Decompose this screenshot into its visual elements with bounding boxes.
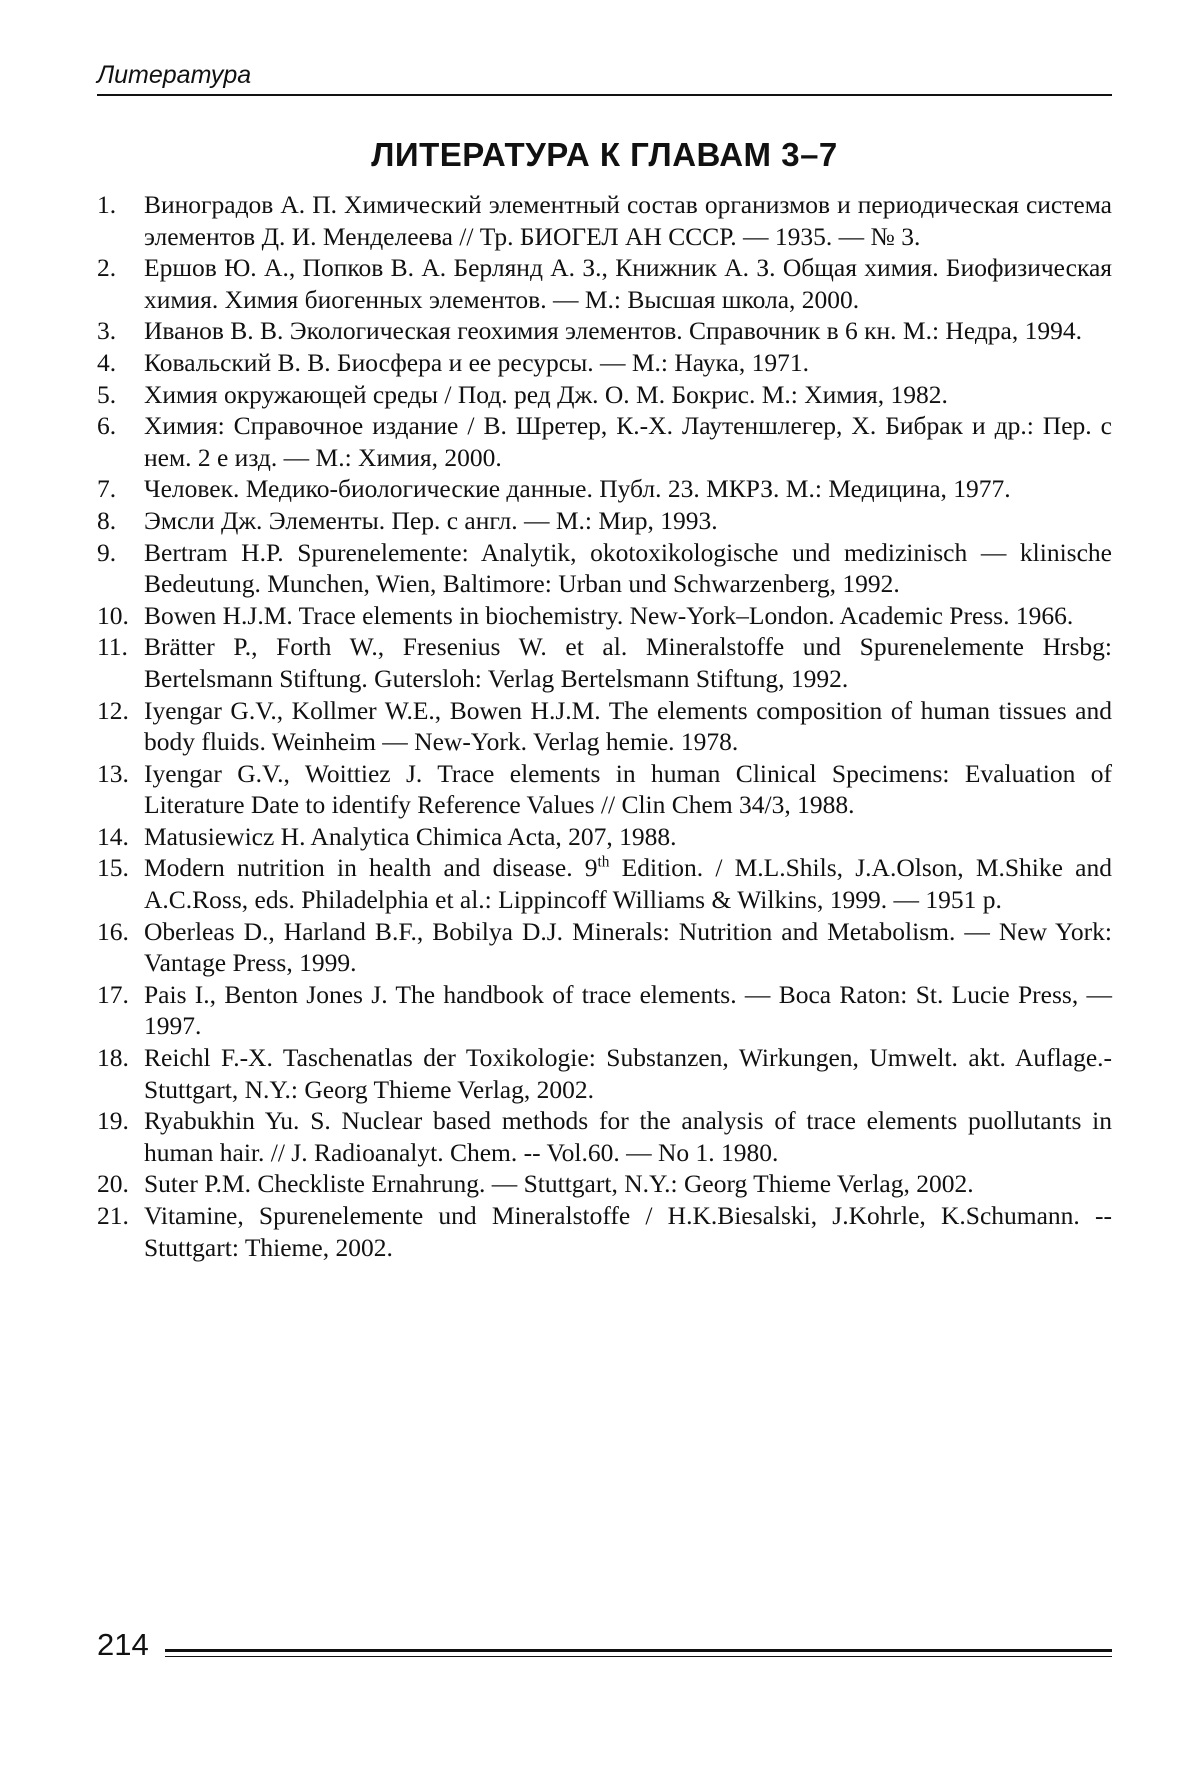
reference-item [97,189,1112,252]
reference-text: Человек. Медико-биологические данные. Публ. 23. МКРЗ. М.: Медицина, 1977. [144,474,1011,504]
reference-text: Химия: Справочное издание / В. Шретер, К.-Х. Лаутеншлегер, Х. Бибрак и др.: Пер. с нем. 2 е изд. — М.: Химия, 2000. [144,411,1112,472]
reference-item [97,1200,1112,1263]
reference-text: Виноградов А. П. Химический элементный состав организмов и периодическая система элементов Д. И. Менделеева // Тр. БИОГЕЛ АН СССР. — 1935. — № 3. [144,190,1112,251]
reference-number: 18. [97,1043,129,1073]
reference-text: Reichl F.-X. Taschenatlas der Toxikologie: Substanzen, Wirkungen, Umwelt. akt. Auflage.-Stuttgart, N.Y.: Georg Thieme Verlag, 2002. [144,1043,1112,1104]
reference-text-part: Edition. / M.L.Shils, J.A.Olson, M.Shike and A.C.Ross, eds. Philadelphia et al.: Lippincoff Williams & Wilkins, 1999. — 1951 p. [144,853,1112,915]
reference-number: 11. [97,632,128,662]
reference-text: Vitamine, Spurenelemente und Mineralstoffe / H.K.Biesalski, J.Kohrle, K.Schumann. -- Stuttgart: Thieme, 2002. [144,1201,1112,1262]
reference-item [97,410,1112,473]
reference-number: 16. [97,916,129,946]
reference-item [97,379,1112,411]
reference-text: Brätter P., Forth W., Fresenius W. et al. Mineralstoffe und Spurenelemente Hrsbg: Bertelsmann Stiftung. Gutersloh: Verlag Bertelsmann Stiftung, 1992. [144,632,1112,693]
reference-item [97,505,1112,537]
reference-text: Suter P.M. Checkliste Ernahrung. — Stuttgart, N.Y.: Georg Thieme Verlag, 2002. [144,1169,974,1199]
reference-item [97,537,1112,600]
footer-rule-thick [165,1649,1112,1652]
footer-rule-thin [165,1656,1112,1657]
reference-item [97,347,1112,379]
reference-text: Ковальский В. В. Биосфера и ее ресурсы. — М.: Наука, 1971. [144,347,810,377]
reference-text: Pais I., Benton Jones J. The handbook of trace elements. — Boca Raton: St. Lucie Press, — 1997. [144,979,1112,1041]
reference-number: 17. [97,979,129,1009]
reference-item [97,852,1112,915]
reference-item [97,631,1112,694]
reference-item [97,473,1112,505]
reference-number: 1. [97,190,117,219]
reference-item [97,315,1112,347]
reference-item [97,1105,1112,1168]
reference-number: 8. [97,505,117,535]
reference-text: Иванов В. В. Экологическая геохимия элементов. Справочник в 6 кн. М.: Недра, 1994. [144,316,1082,346]
reference-text: Iyengar G.V., Woittiez J. Trace elements in human Clinical Specimens: Evaluation of Literature Date to identify Reference Values // Clin Chem 34/3, 1988. [144,758,1112,820]
reference-text: Iyengar G.V., Kollmer W.E., Bowen H.J.M. The elements composition of human tissues and body fluids. Weinheim — New-York. Verlag hemie. 1978. [144,695,1112,757]
running-title: Литература [97,61,252,89]
reference-text: Matusiewicz H. Analytica Chimica Acta, 207, 1988. [144,821,677,851]
reference-number: 2. [97,253,117,283]
reference-item [97,1042,1112,1105]
reference-text: Эмсли Дж. Элементы. Пер. с англ. — М.: Мир, 1993. [144,505,718,535]
reference-text: Ryabukhin Yu. S. Nuclear based methods for the analysis of trace elements puollutants in human hair. // J. Radioanalyt. Chem. -- Vol.60. — No 1. 1980. [144,1106,1112,1167]
reference-item [97,252,1112,315]
reference-text: Химия окружающей среды / Под. ред Дж. О. М. Бокрис. М.: Химия, 1982. [144,379,948,409]
reference-item [97,600,1112,632]
reference-text: Bertram H.P. Spurenelemente: Analytik, okotoxikologische und medizinisch — klinische Bedeutung. Munchen, Wien, Baltimore: Urban und Schwarzenberg, 1992. [144,537,1112,599]
header-rule [97,94,1112,96]
reference-text: Bowen H.J.M. Trace elements in biochemistry. New-York–London. Academic Press. 1966. [144,600,1074,630]
reference-number: 20. [97,1169,129,1199]
reference-number: 13. [97,758,129,788]
reference-number: 5. [97,379,117,409]
section-title: ЛИТЕРАТУРА К ГЛАВАМ 3–7 [371,136,838,173]
reference-number: 6. [97,411,117,441]
reference-number: 12. [97,695,129,725]
reference-number: 15. [97,853,129,883]
reference-list [97,189,1112,1263]
superscript: th [597,853,610,871]
reference-number: 14. [97,821,129,851]
reference-item [97,758,1112,821]
reference-text-part: Modern nutrition in health and disease. 9 [144,853,598,883]
reference-item [97,1168,1112,1200]
reference-item [97,979,1112,1042]
reference-text: Ершов Ю. А., Попков В. А. Берлянд А. З., Книжник А. З. Общая химия. Биофизическая химия. Химия биогенных элементов. — М.: Высшая школа, 2000. [144,253,1112,314]
reference-number: 4. [97,347,117,377]
reference-item [97,916,1112,979]
reference-number: 10. [97,600,129,630]
reference-number: 19. [97,1106,129,1136]
page-footer [97,1625,1112,1665]
reference-text [144,852,1112,915]
page-number: 214 [97,1627,149,1662]
reference-number: 9. [97,537,117,567]
reference-item [97,821,1112,853]
reference-number: 3. [97,316,117,346]
reference-item [97,695,1112,758]
reference-number: 21. [97,1201,129,1230]
reference-number: 7. [97,474,117,504]
reference-text: Oberleas D., Harland B.F., Bobilya D.J. Minerals: Nutrition and Metabolism. — New York: Vantage Press, 1999. [144,916,1112,978]
